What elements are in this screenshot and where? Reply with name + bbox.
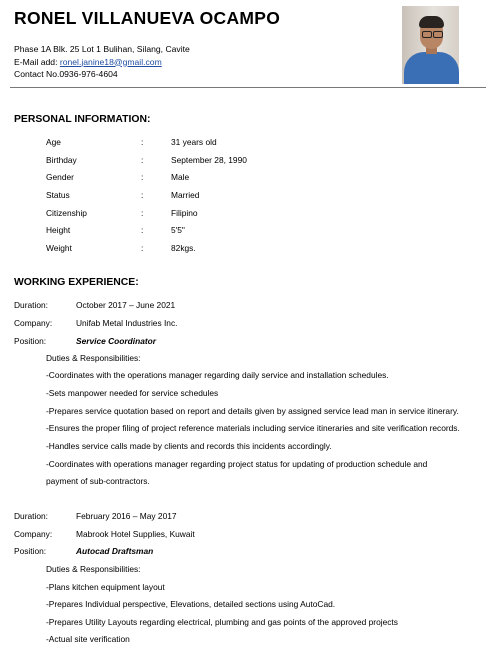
personal-info-heading: PERSONAL INFORMATION: <box>14 114 151 125</box>
profile-photo <box>402 6 459 84</box>
duty-item: -Prepares Individual perspective, Elevations, detailed sections using AutoCad. <box>46 599 336 609</box>
info-label: Status <box>46 190 70 200</box>
company-value: Unifab Metal Industries Inc. <box>76 318 178 328</box>
duty-item: payment of sub-contractors. <box>46 476 150 486</box>
duty-item: -Sets manpower needed for service schedules <box>46 388 219 398</box>
info-label: Birthday <box>46 155 77 165</box>
header-divider <box>10 87 486 88</box>
contact-number: Contact No.0936-976-4604 <box>14 69 118 79</box>
duty-item: -Actual site verification <box>46 634 130 644</box>
info-value: 5'5" <box>171 225 185 235</box>
info-value: 31 years old <box>171 137 217 147</box>
info-label: Weight <box>46 243 72 253</box>
duty-item: -Handles service calls made by clients and records this incidents accordingly. <box>46 441 332 451</box>
email-link[interactable]: ronel.janine18@gmail.com <box>59 56 162 67</box>
company-value: Mabrook Hotel Supplies, Kuwait <box>76 529 195 539</box>
info-separator: : <box>141 243 144 253</box>
info-label: Age <box>46 137 61 147</box>
info-separator: : <box>141 137 144 147</box>
info-separator: : <box>141 172 144 182</box>
duty-item: -Coordinates with operations manager regarding project status for updating of production schedule and <box>46 459 428 469</box>
info-value: 82kgs. <box>171 243 196 253</box>
email-line <box>14 56 190 69</box>
duty-item: -Prepares Utility Layouts regarding electrical, plumbing and gas points of the approved projects <box>46 617 398 627</box>
duties-label: Duties & Responsibilities: <box>46 353 141 363</box>
contact-block <box>14 43 190 81</box>
duration-value: February 2016 – May 2017 <box>76 511 177 521</box>
duration-value: October 2017 – June 2021 <box>76 300 176 310</box>
duty-item: -Coordinates with the operations manager regarding daily service and installation schedules. <box>46 370 389 380</box>
duty-item: -Ensures the proper filing of project reference materials including service itineraries and site verification records. <box>46 423 460 433</box>
duration-label: Duration: <box>14 511 48 521</box>
working-experience-heading: WORKING EXPERIENCE: <box>14 277 139 288</box>
position-label: Position: <box>14 546 47 556</box>
info-separator: : <box>141 225 144 235</box>
company-label: Company: <box>14 318 53 328</box>
duty-item: -Prepares service quotation based on report and details given by assigned service lead man in service itinerary. <box>46 406 459 416</box>
info-label: Citizenship <box>46 208 87 218</box>
info-separator: : <box>141 155 144 165</box>
info-value: September 28, 1990 <box>171 155 247 165</box>
info-label: Height <box>46 225 71 235</box>
info-value: Male <box>171 172 190 182</box>
email-label: E-Mail add: <box>14 56 60 67</box>
position-value: Autocad Draftsman <box>76 546 154 556</box>
info-label: Gender <box>46 172 74 182</box>
duty-item: -Plans kitchen equipment layout <box>46 582 165 592</box>
info-separator: : <box>141 190 144 200</box>
address: Phase 1A Blk. 25 Lot 1 Bulihan, Silang, Cavite <box>14 44 190 54</box>
duration-label: Duration: <box>14 300 48 310</box>
company-label: Company: <box>14 529 53 539</box>
duties-label: Duties & Responsibilities: <box>46 564 141 574</box>
position-label: Position: <box>14 336 47 346</box>
info-value: Married <box>171 190 200 200</box>
info-value: Filipino <box>171 208 198 218</box>
position-value: Service Coordinator <box>76 336 157 346</box>
info-separator: : <box>141 208 144 218</box>
applicant-name: RONEL VILLANUEVA OCAMPO <box>14 8 281 28</box>
